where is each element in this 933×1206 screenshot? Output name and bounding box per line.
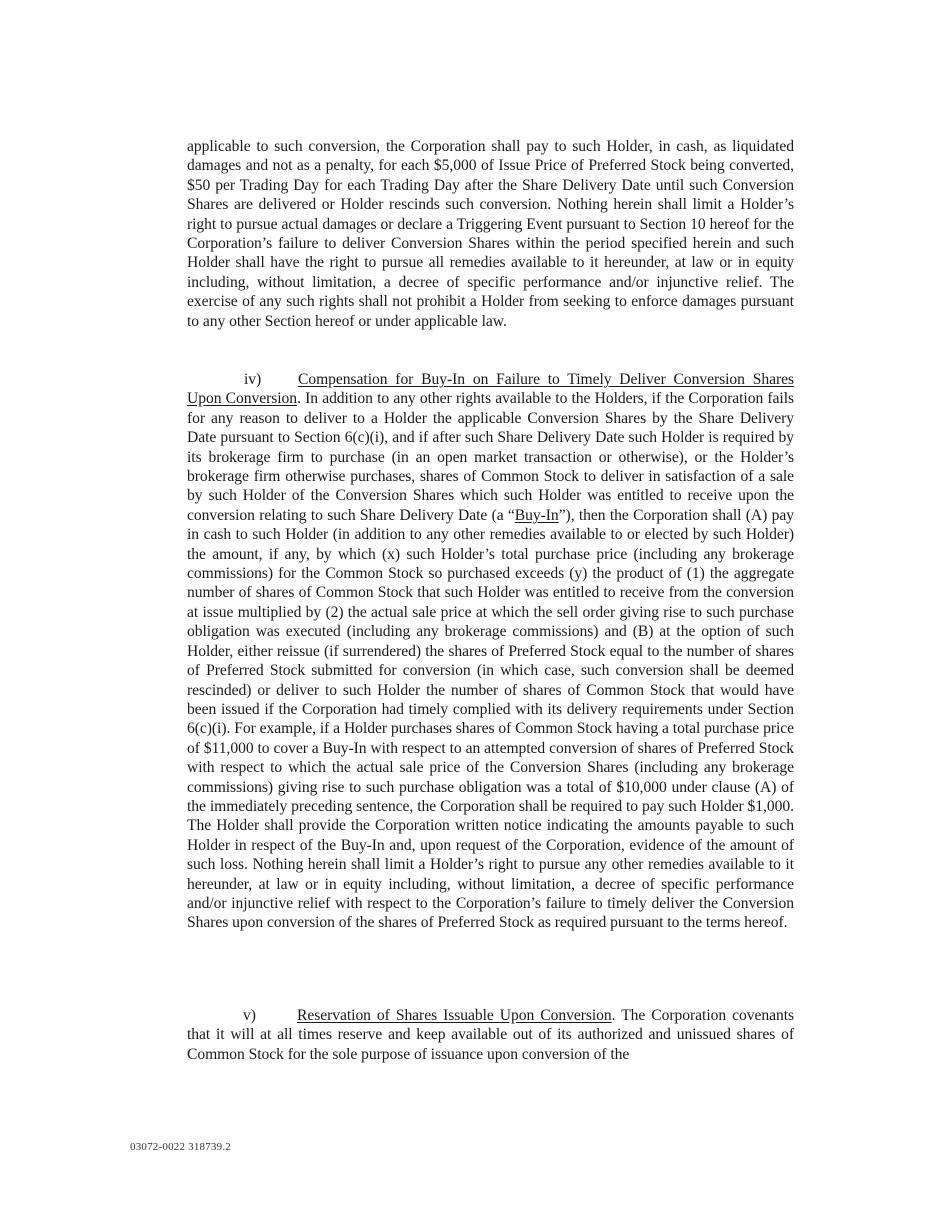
section-iv-text-b: ”), then the Corporation shall (A) pay in cash to such Holder (in addition to any other remedies available to or elected by such Holder) the amount, if any, by which (x) such Holder’s total purchase price (including any brokerage commissions) for the Common Stock so purchased exceeds (y) the product of (1) the aggregate number of shares of Common Stock that such Holder was entitled to receive from the conversion at issue multiplied by (2) the actual sale price at which the sell order giving rise to such purchase obligation was executed (including any brokerage commissions) and (B) at the option of such Holder, either reissue (if surrendered) the shares of Preferred Stock equal to the number of shares of Preferred Stock submitted for conversion (in which case, such conversion shall be deemed rescinded) or deliver to such Holder the number of shares of Common Stock that would have been issued if the Corporation had timely complied with its delivery requirements under Section 6(c)(i). For example, if a Holder purchases shares of Common Stock having a total purchase price of $11,000 to cover a Buy-In with respect to an attempted conversion of shares of Preferred Stock with respect to which the actual sale price of the Conversion Shares (including any brokerage commissions) giving rise to such purchase obligation was a total of $10,000 under clause (A) of the immediately preceding sentence, the Corporation shall be required to pay such Holder $1,000. The Holder shall provide the Corporation written notice indicating the amounts payable to such Holder in respect of the Buy-In and, upon request of the Corporation, evidence of the amount of such loss. Nothing herein shall limit a Holder’s right to pursue any other remedies available to it hereunder, at law or in equity including, without limitation, a decree of specific performance and/or injunctive relief with respect to the Corporation’s failure to timely deliver the Conversion Shares upon conversion of the shares of Preferred Stock as required pursuant to the terms hereof. [187, 506, 794, 932]
document-footer-id: 03072-0022 318739.2 [130, 1141, 231, 1153]
buy-in-defined-term: Buy-In [514, 506, 559, 524]
section-iv-number: iv) [244, 371, 262, 388]
section-iv-paragraph [187, 370, 794, 933]
section-v-number: v) [243, 1007, 256, 1024]
section-v-paragraph [187, 1006, 794, 1064]
section-iv-heading: Compensation for Buy-In on Failure to Timely Deliver Conversion Shares Upon Conversion [187, 371, 794, 408]
section-v-heading: Reservation of Shares Issuable Upon Conversion [297, 1007, 612, 1024]
section-iv-text-a: . In addition to any other rights available to the Holders, if the Corporation fails for any reason to deliver to a Holder the applicable Conversion Shares by the Share Delivery Date pursuant to Section 6(c)(i), and if after such Share Delivery Date such Holder is required by its brokerage firm to purchase (in an open market transaction or otherwise), or the Holder’s brokerage firm otherwise purchases, shares of Common Stock to deliver in satisfaction of a sale by such Holder of the Conversion Shares which such Holder was entitled to receive upon the conversion relating to such Share Delivery Date (a “ [187, 390, 795, 524]
section-v-text: . The Corporation covenants that it will at all times reserve and keep available out of its authorized and unissued shares of Common Stock for the sole purpose of issuance upon conversion of the [187, 1007, 795, 1063]
paragraph-continuation: applicable to such conversion, the Corporation shall pay to such Holder, in cash, as liquidated damages and not as a penalty, for each $5,000 of Issue Price of Preferred Stock being converted, $50 per Trading Day for each Trading Day after the Share Delivery Date until such Conversion Shares are delivered or Holder rescinds such conversion. Nothing herein shall limit a Holder’s right to pursue actual damages or declare a Triggering Event pursuant to Section 10 hereof for the Corporation’s failure to deliver Conversion Shares within the period specified herein and such Holder shall have the right to pursue all remedies available to it hereunder, at law or in equity including, without limitation, a decree of specific performance and/or injunctive relief. The exercise of any such rights shall not prohibit a Holder from seeking to enforce damages pursuant to any other Section hereof or under applicable law. [187, 138, 794, 330]
